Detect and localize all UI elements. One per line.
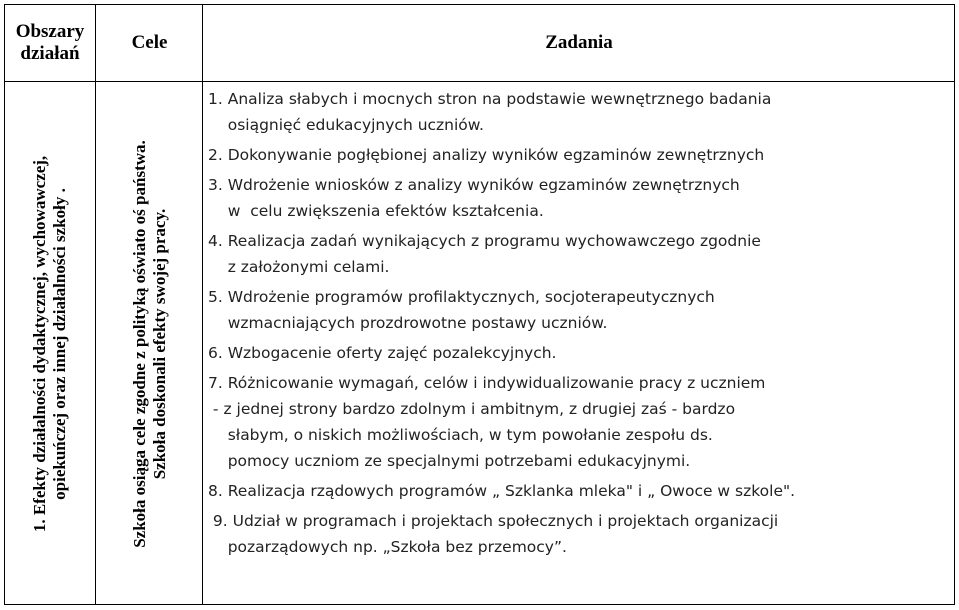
goals-cell — [97, 83, 202, 604]
header-areas-line1: Obszary — [15, 21, 85, 42]
area-line1: 1. Efekty działalności dydaktycznej, wychowawczej, — [30, 155, 49, 532]
task-line: pozarządowych np. „Szkoła bez przemocy”. — [208, 538, 567, 556]
task-line: 7. Różnicowanie wymagań, celów i indywidualizowanie pracy z uczniem — [208, 374, 766, 392]
task-line: słabym, o niskich możliwościach, w tym powołanie zespołu ds. — [208, 426, 713, 444]
task-item — [208, 340, 949, 366]
task-item — [208, 284, 949, 336]
task-line: 6. Wzbogacenie oferty zajęć pozalekcyjnych. — [208, 344, 557, 362]
task-line: 9. Udział w programach i projektach społecznych i projektach organizacji — [208, 512, 779, 530]
task-line: w celu zwiększenia efektów kształcenia. — [208, 202, 544, 220]
task-item — [208, 228, 949, 280]
task-line: z założonymi celami. — [208, 258, 390, 276]
task-item — [208, 370, 949, 474]
header-areas-line2: działań — [20, 43, 80, 64]
task-line: osiągnięć edukacyjnych uczniów. — [208, 116, 484, 134]
task-item — [208, 86, 949, 138]
goals-line2: Szkoła doskonali efekty swojej pracy. — [149, 208, 169, 479]
column-divider — [202, 5, 203, 604]
task-line: 3. Wdrożenie wniosków z analizy wyników egzaminów zewnętrznych — [208, 176, 740, 194]
task-item — [208, 478, 949, 504]
column-divider — [95, 5, 96, 604]
task-line: 4. Realizacja zadań wynikających z programu wychowawczego zgodnie — [208, 232, 761, 250]
task-line: - z jednej strony bardzo zdolnym i ambitnym, z drugiej zaś - bardzo — [208, 400, 736, 418]
task-item — [208, 508, 949, 560]
task-item — [208, 142, 949, 168]
header-goals: Cele — [131, 32, 168, 53]
area-cell — [5, 83, 95, 604]
task-line: 1. Analiza słabych i mocnych stron na podstawie wewnętrznego badania — [208, 90, 772, 108]
task-line: pomocy uczniom ze specjalnymi potrzebami edukacyjnymi. — [208, 452, 691, 470]
task-line: wzmacniających prozdrowotne postawy uczniów. — [208, 314, 608, 332]
task-line: 2. Dokonywanie pogłębionej analizy wyników egzaminów zewnętrznych — [208, 146, 765, 164]
header-divider — [5, 81, 954, 82]
tasks-list — [208, 86, 949, 564]
header-tasks: Zadania — [545, 32, 613, 53]
task-line: 8. Realizacja rządowych programów „ Szklanka mleka" i „ Owoce w szkole". — [208, 482, 796, 500]
task-line: 5. Wdrożenie programów profilaktycznych, socjoterapeutycznych — [208, 288, 715, 306]
goals-line1: Szkoła osiąga cele zgodne z polityką oświato oś państwa. — [129, 139, 149, 548]
task-item — [208, 172, 949, 224]
area-line2: opiekuńczej oraz innej działalności szkoły . — [50, 187, 69, 500]
header-areas — [5, 5, 95, 81]
